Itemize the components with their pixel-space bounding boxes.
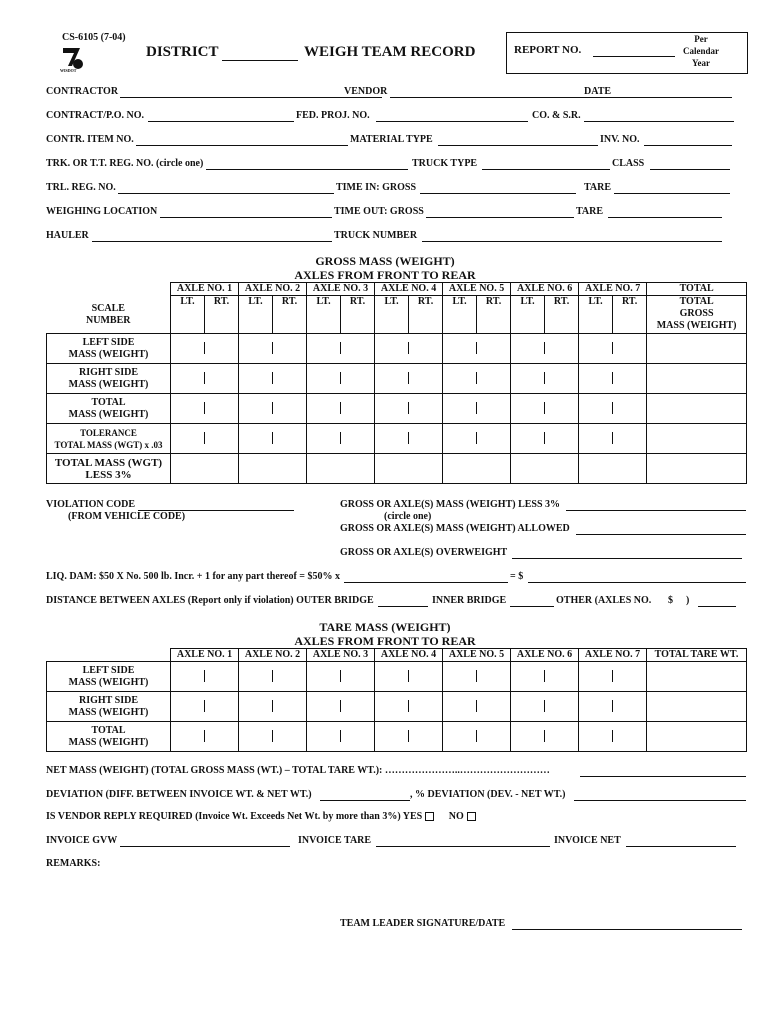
material-type-label: MATERIAL TYPE <box>350 134 433 145</box>
liq-dam-eq: = $ <box>510 571 524 582</box>
other-field[interactable] <box>698 606 736 607</box>
total-cell[interactable] <box>647 454 747 484</box>
gross-table <box>46 282 747 484</box>
axle-cell[interactable] <box>511 364 579 394</box>
tare-out-field[interactable] <box>608 217 722 218</box>
axle-cell[interactable] <box>579 334 647 364</box>
axle-cell[interactable] <box>375 692 443 722</box>
overweight-field[interactable] <box>512 558 742 559</box>
axle-cell[interactable] <box>239 424 307 454</box>
liq-dam-label: LIQ. DAM: $50 X No. 500 lb. Incr. + 1 for any part thereof = $50% x <box>46 571 340 582</box>
table-row <box>47 364 747 394</box>
total-cell[interactable] <box>647 364 747 394</box>
axle-cell[interactable] <box>307 454 375 484</box>
gross-title-1: GROSS MASS (WEIGHT) <box>315 254 455 268</box>
contract-po-label: CONTRACT/P.O. NO. <box>46 110 144 121</box>
table-row <box>47 662 747 692</box>
trk-reg-label: TRK. OR T.T. REG. NO. (circle one) <box>46 158 204 169</box>
tare-axle-5-head: AXLE NO. 5 <box>443 649 511 662</box>
axle-cell[interactable] <box>443 662 511 692</box>
total-sub-2: GROSS <box>679 308 714 319</box>
row-label <box>47 692 171 722</box>
material-type-field[interactable] <box>438 145 598 146</box>
axle-cell[interactable] <box>307 722 375 752</box>
axle-cell[interactable] <box>239 722 307 752</box>
lt-6: LT. <box>511 296 545 334</box>
axle-cell[interactable] <box>375 334 443 364</box>
invoice-net-label: INVOICE NET <box>554 835 621 846</box>
less3-field[interactable] <box>566 510 746 511</box>
axle-cell[interactable] <box>579 692 647 722</box>
tare-in-field[interactable] <box>614 193 730 194</box>
row-label <box>47 394 171 424</box>
axle-cell[interactable] <box>443 722 511 752</box>
row-label-a: TOTAL MASS (WGT) <box>54 456 163 469</box>
violation-code-label: VIOLATION CODE <box>46 499 135 510</box>
axle-cell[interactable] <box>307 334 375 364</box>
axle-cell[interactable] <box>171 394 239 424</box>
axle-2-head: AXLE NO. 2 <box>239 283 307 296</box>
axle-6-head: AXLE NO. 6 <box>511 283 579 296</box>
lt-4: LT. <box>375 296 409 334</box>
row-label-b: MASS (WEIGHT) <box>68 736 149 748</box>
row-label-b: LESS 3% <box>85 468 132 481</box>
trk-reg-field[interactable] <box>206 169 408 170</box>
tare-title-1: TARE MASS (WEIGHT) <box>319 620 451 634</box>
axle-cell[interactable] <box>579 454 647 484</box>
row-label <box>47 454 171 484</box>
axle-cell[interactable] <box>239 394 307 424</box>
axle-cell[interactable] <box>579 424 647 454</box>
rt-5: RT. <box>477 296 511 334</box>
axle-cell[interactable] <box>511 424 579 454</box>
invoice-tare-field[interactable] <box>376 846 550 847</box>
per-line-2: Calendar <box>683 46 719 56</box>
contr-item-field[interactable] <box>136 145 348 146</box>
deviation-label: DEVIATION (DIFF. BETWEEN INVOICE WT. & NET WT.) <box>46 789 312 800</box>
table-row <box>47 394 747 424</box>
row-label-b: TOTAL MASS (WGT) x .03 <box>54 439 163 450</box>
inner-bridge-label: INNER BRIDGE <box>432 595 507 606</box>
less3-label: GROSS OR AXLE(S) MASS (WEIGHT) LESS 3% <box>340 499 561 510</box>
row-label-b: MASS (WEIGHT) <box>68 676 149 688</box>
vendor-reply-text: IS VENDOR REPLY REQUIRED (Invoice Wt. Exceeds Net Wt. by more than 3%) YES <box>46 811 423 822</box>
time-out-gross-field[interactable] <box>426 217 574 218</box>
row-label-b: MASS (WEIGHT) <box>68 348 149 360</box>
rt-6: RT. <box>545 296 579 334</box>
no-checkbox[interactable] <box>467 812 476 821</box>
signature-label: TEAM LEADER SIGNATURE/DATE <box>340 918 506 929</box>
row-label <box>47 334 171 364</box>
co-sr-field[interactable] <box>584 121 734 122</box>
row-label-a: LEFT SIDE <box>82 336 135 348</box>
tare-axle-1-head: AXLE NO. 1 <box>171 649 239 662</box>
fed-proj-field[interactable] <box>376 121 528 122</box>
truck-number-field[interactable] <box>422 241 722 242</box>
table-row <box>47 692 747 722</box>
weighing-location-field[interactable] <box>160 217 332 218</box>
axle-cell[interactable] <box>171 334 239 364</box>
total-cell[interactable] <box>647 334 747 364</box>
row-label-a: TOLERANCE <box>80 427 137 438</box>
rt-7: RT. <box>613 296 647 334</box>
axle-cell[interactable] <box>511 454 579 484</box>
lt-7: LT. <box>579 296 613 334</box>
axle-4-head: AXLE NO. 4 <box>375 283 443 296</box>
axle-cell[interactable] <box>375 364 443 394</box>
truck-type-field[interactable] <box>482 169 610 170</box>
axle-cell[interactable] <box>239 662 307 692</box>
tare-axle-4-head: AXLE NO. 4 <box>375 649 443 662</box>
gross-title-2: AXLES FROM FRONT TO REAR <box>294 268 476 282</box>
axle-cell[interactable] <box>171 692 239 722</box>
signature-field[interactable] <box>512 929 742 930</box>
axle-cell[interactable] <box>239 334 307 364</box>
scale-number-cell <box>47 283 171 334</box>
axle-cell[interactable] <box>511 662 579 692</box>
hauler-label: HAULER <box>46 230 89 241</box>
axle-cell[interactable] <box>375 394 443 424</box>
allowed-field[interactable] <box>576 534 746 535</box>
tare-in-label: TARE <box>584 182 612 193</box>
row-label <box>47 722 171 752</box>
axle-cell[interactable] <box>443 424 511 454</box>
axle-cell[interactable] <box>511 692 579 722</box>
axle-cell[interactable] <box>375 722 443 752</box>
report-no-field[interactable] <box>593 56 675 57</box>
table-row <box>47 334 747 364</box>
tare-axle-3-head: AXLE NO. 3 <box>307 649 375 662</box>
axle-5-head: AXLE NO. 5 <box>443 283 511 296</box>
co-sr-label: CO. & S.R. <box>532 110 581 121</box>
title-district: DISTRICT <box>146 44 219 60</box>
lt-1: LT. <box>171 296 205 334</box>
remarks-label: REMARKS: <box>46 858 101 869</box>
tare-axle-2-head: AXLE NO. 2 <box>239 649 307 662</box>
axle-3-head: AXLE NO. 3 <box>307 283 375 296</box>
table-row <box>47 424 747 454</box>
outer-bridge-field[interactable] <box>378 606 428 607</box>
table-row <box>47 722 747 752</box>
total-sub-3: MASS (WEIGHT) <box>656 320 737 331</box>
time-in-gross-field[interactable] <box>420 193 576 194</box>
inv-no-field[interactable] <box>644 145 732 146</box>
axle-cell[interactable] <box>239 454 307 484</box>
total-sub-1: TOTAL <box>679 296 714 307</box>
axle-cell[interactable] <box>171 662 239 692</box>
time-in-gross-label: TIME IN: GROSS <box>336 182 417 193</box>
invoice-gvw-field[interactable] <box>120 846 290 847</box>
axle-cell[interactable] <box>443 364 511 394</box>
distance-label: DISTANCE BETWEEN AXLES (Report only if violation) OUTER BRIDGE <box>46 595 374 606</box>
tare-table <box>46 648 747 752</box>
tare-axle-7-head: AXLE NO. 7 <box>579 649 647 662</box>
title-weigh: WEIGH TEAM RECORD <box>304 44 476 60</box>
axle-cell[interactable] <box>579 394 647 424</box>
liq-dam-total-field[interactable] <box>528 582 746 583</box>
row-label <box>47 424 171 454</box>
class-field[interactable] <box>650 169 730 170</box>
row-label-a: RIGHT SIDE <box>78 366 138 378</box>
axle-cell[interactable] <box>579 722 647 752</box>
inner-bridge-field[interactable] <box>510 606 554 607</box>
total-cell[interactable] <box>647 692 747 722</box>
row-label-b: MASS (WEIGHT) <box>68 378 149 390</box>
invoice-gvw-label: INVOICE GVW <box>46 835 118 846</box>
total-head: TOTAL <box>647 283 747 296</box>
overweight-label: GROSS OR AXLE(S) OVERWEIGHT <box>340 547 508 558</box>
row-label-a: TOTAL <box>91 396 126 408</box>
scale-label: SCALE <box>91 302 125 314</box>
axle-cell[interactable] <box>579 364 647 394</box>
row-label-a: LEFT SIDE <box>82 664 135 676</box>
allowed-label: GROSS OR AXLE(S) MASS (WEIGHT) ALLOWED <box>340 523 570 534</box>
axle-cell[interactable] <box>443 394 511 424</box>
tare-axle-6-head: AXLE NO. 6 <box>511 649 579 662</box>
contr-item-label: CONTR. ITEM NO. <box>46 134 134 145</box>
axle-cell[interactable] <box>443 692 511 722</box>
table-row <box>47 454 747 484</box>
other-axles-label: OTHER (AXLES NO. <box>556 595 652 606</box>
row-label-a: TOTAL <box>91 724 126 736</box>
date-field[interactable] <box>616 97 732 98</box>
axle-cell[interactable] <box>171 424 239 454</box>
axle-cell[interactable] <box>511 394 579 424</box>
circle-one-label: (circle one) <box>384 511 432 522</box>
contractor-label: CONTRACTOR <box>46 86 119 97</box>
row-label-a: RIGHT SIDE <box>78 694 138 706</box>
rt-2: RT. <box>273 296 307 334</box>
yes-checkbox[interactable] <box>425 812 434 821</box>
contract-po-field[interactable] <box>148 121 294 122</box>
axle-cell[interactable] <box>171 722 239 752</box>
class-label: CLASS <box>612 158 645 169</box>
wisdot-logo-icon <box>60 46 84 74</box>
vendor-field[interactable] <box>390 97 626 98</box>
time-out-gross-label: TIME OUT: GROSS <box>334 206 424 217</box>
pct-deviation-field[interactable] <box>574 800 746 801</box>
truck-number-label: TRUCK NUMBER <box>334 230 418 241</box>
vendor-reply-label <box>46 811 476 822</box>
invoice-tare-label: INVOICE TARE <box>298 835 372 846</box>
axle-1-head: AXLE NO. 1 <box>171 283 239 296</box>
total-gross-head <box>647 296 747 334</box>
axle-cell[interactable] <box>443 454 511 484</box>
axle-cell[interactable] <box>375 424 443 454</box>
net-mass-field[interactable] <box>580 776 746 777</box>
total-cell[interactable] <box>647 722 747 752</box>
axle-cell[interactable] <box>375 454 443 484</box>
from-vehicle-code: (FROM VEHICLE CODE) <box>68 511 186 522</box>
axle-cell[interactable] <box>239 692 307 722</box>
axle-cell[interactable] <box>239 364 307 394</box>
page-title <box>146 44 219 61</box>
tare-out-label: TARE <box>576 206 604 217</box>
total-cell[interactable] <box>647 394 747 424</box>
lt-3: LT. <box>307 296 341 334</box>
axle-7-head: AXLE NO. 7 <box>579 283 647 296</box>
truck-type-label: TRUCK TYPE <box>412 158 478 169</box>
rt-4: RT. <box>409 296 443 334</box>
no-label: NO <box>448 811 464 822</box>
axle-cell[interactable] <box>375 662 443 692</box>
per-line-3: Year <box>692 58 710 68</box>
axle-cell[interactable] <box>307 662 375 692</box>
tare-total-head: TOTAL TARE WT. <box>647 649 747 662</box>
per-line-1: Per <box>694 34 708 44</box>
fed-proj-label: FED. PROJ. NO. <box>296 110 370 121</box>
liq-dam-field[interactable] <box>344 582 508 583</box>
axle-cell[interactable] <box>511 722 579 752</box>
axle-cell[interactable] <box>511 334 579 364</box>
axle-cell[interactable] <box>171 364 239 394</box>
axle-cell[interactable] <box>443 334 511 364</box>
date-label: DATE <box>584 86 612 97</box>
row-label <box>47 364 171 394</box>
inv-no-label: INV. NO. <box>600 134 640 145</box>
form-code: CS-6105 (7-04) <box>62 32 126 43</box>
trl-reg-label: TRL. REG. NO. <box>46 182 116 193</box>
other-paren: ) <box>686 595 690 606</box>
weighing-location-label: WEIGHING LOCATION <box>46 206 158 217</box>
per-calendar-year <box>676 33 726 69</box>
axle-cell[interactable] <box>307 364 375 394</box>
row-label-b: MASS (WEIGHT) <box>68 408 149 420</box>
axle-cell[interactable] <box>579 662 647 692</box>
axle-cell[interactable] <box>307 692 375 722</box>
logo-text: WISDOT <box>60 68 77 73</box>
invoice-net-field[interactable] <box>626 846 736 847</box>
lt-5: LT. <box>443 296 477 334</box>
report-label: REPORT NO. <box>514 44 582 56</box>
axle-cell[interactable] <box>307 394 375 424</box>
tare-title-2: AXLES FROM FRONT TO REAR <box>294 634 476 648</box>
lt-2: LT. <box>239 296 273 334</box>
trl-reg-field[interactable] <box>118 193 334 194</box>
rt-3: RT. <box>341 296 375 334</box>
contractor-field[interactable] <box>120 97 382 98</box>
rt-1: RT. <box>205 296 239 334</box>
hauler-field[interactable] <box>92 241 332 242</box>
row-label-b: MASS (WEIGHT) <box>68 706 149 718</box>
total-cell[interactable] <box>647 424 747 454</box>
vendor-label: VENDOR <box>344 86 388 97</box>
total-cell[interactable] <box>647 662 747 692</box>
other-dollar: $ <box>668 595 673 606</box>
row-label <box>47 662 171 692</box>
axle-cell[interactable] <box>307 424 375 454</box>
deviation-field[interactable] <box>320 800 410 801</box>
number-label: NUMBER <box>86 314 131 326</box>
axle-cell[interactable] <box>171 454 239 484</box>
pct-deviation-label: , % DEVIATION (DEV. - NET WT.) <box>410 789 566 800</box>
net-mass-label: NET MASS (WEIGHT) (TOTAL GROSS MASS (WT.) – TOTAL TARE WT.): …………………..……………………… <box>46 765 550 776</box>
district-field[interactable] <box>222 60 298 61</box>
